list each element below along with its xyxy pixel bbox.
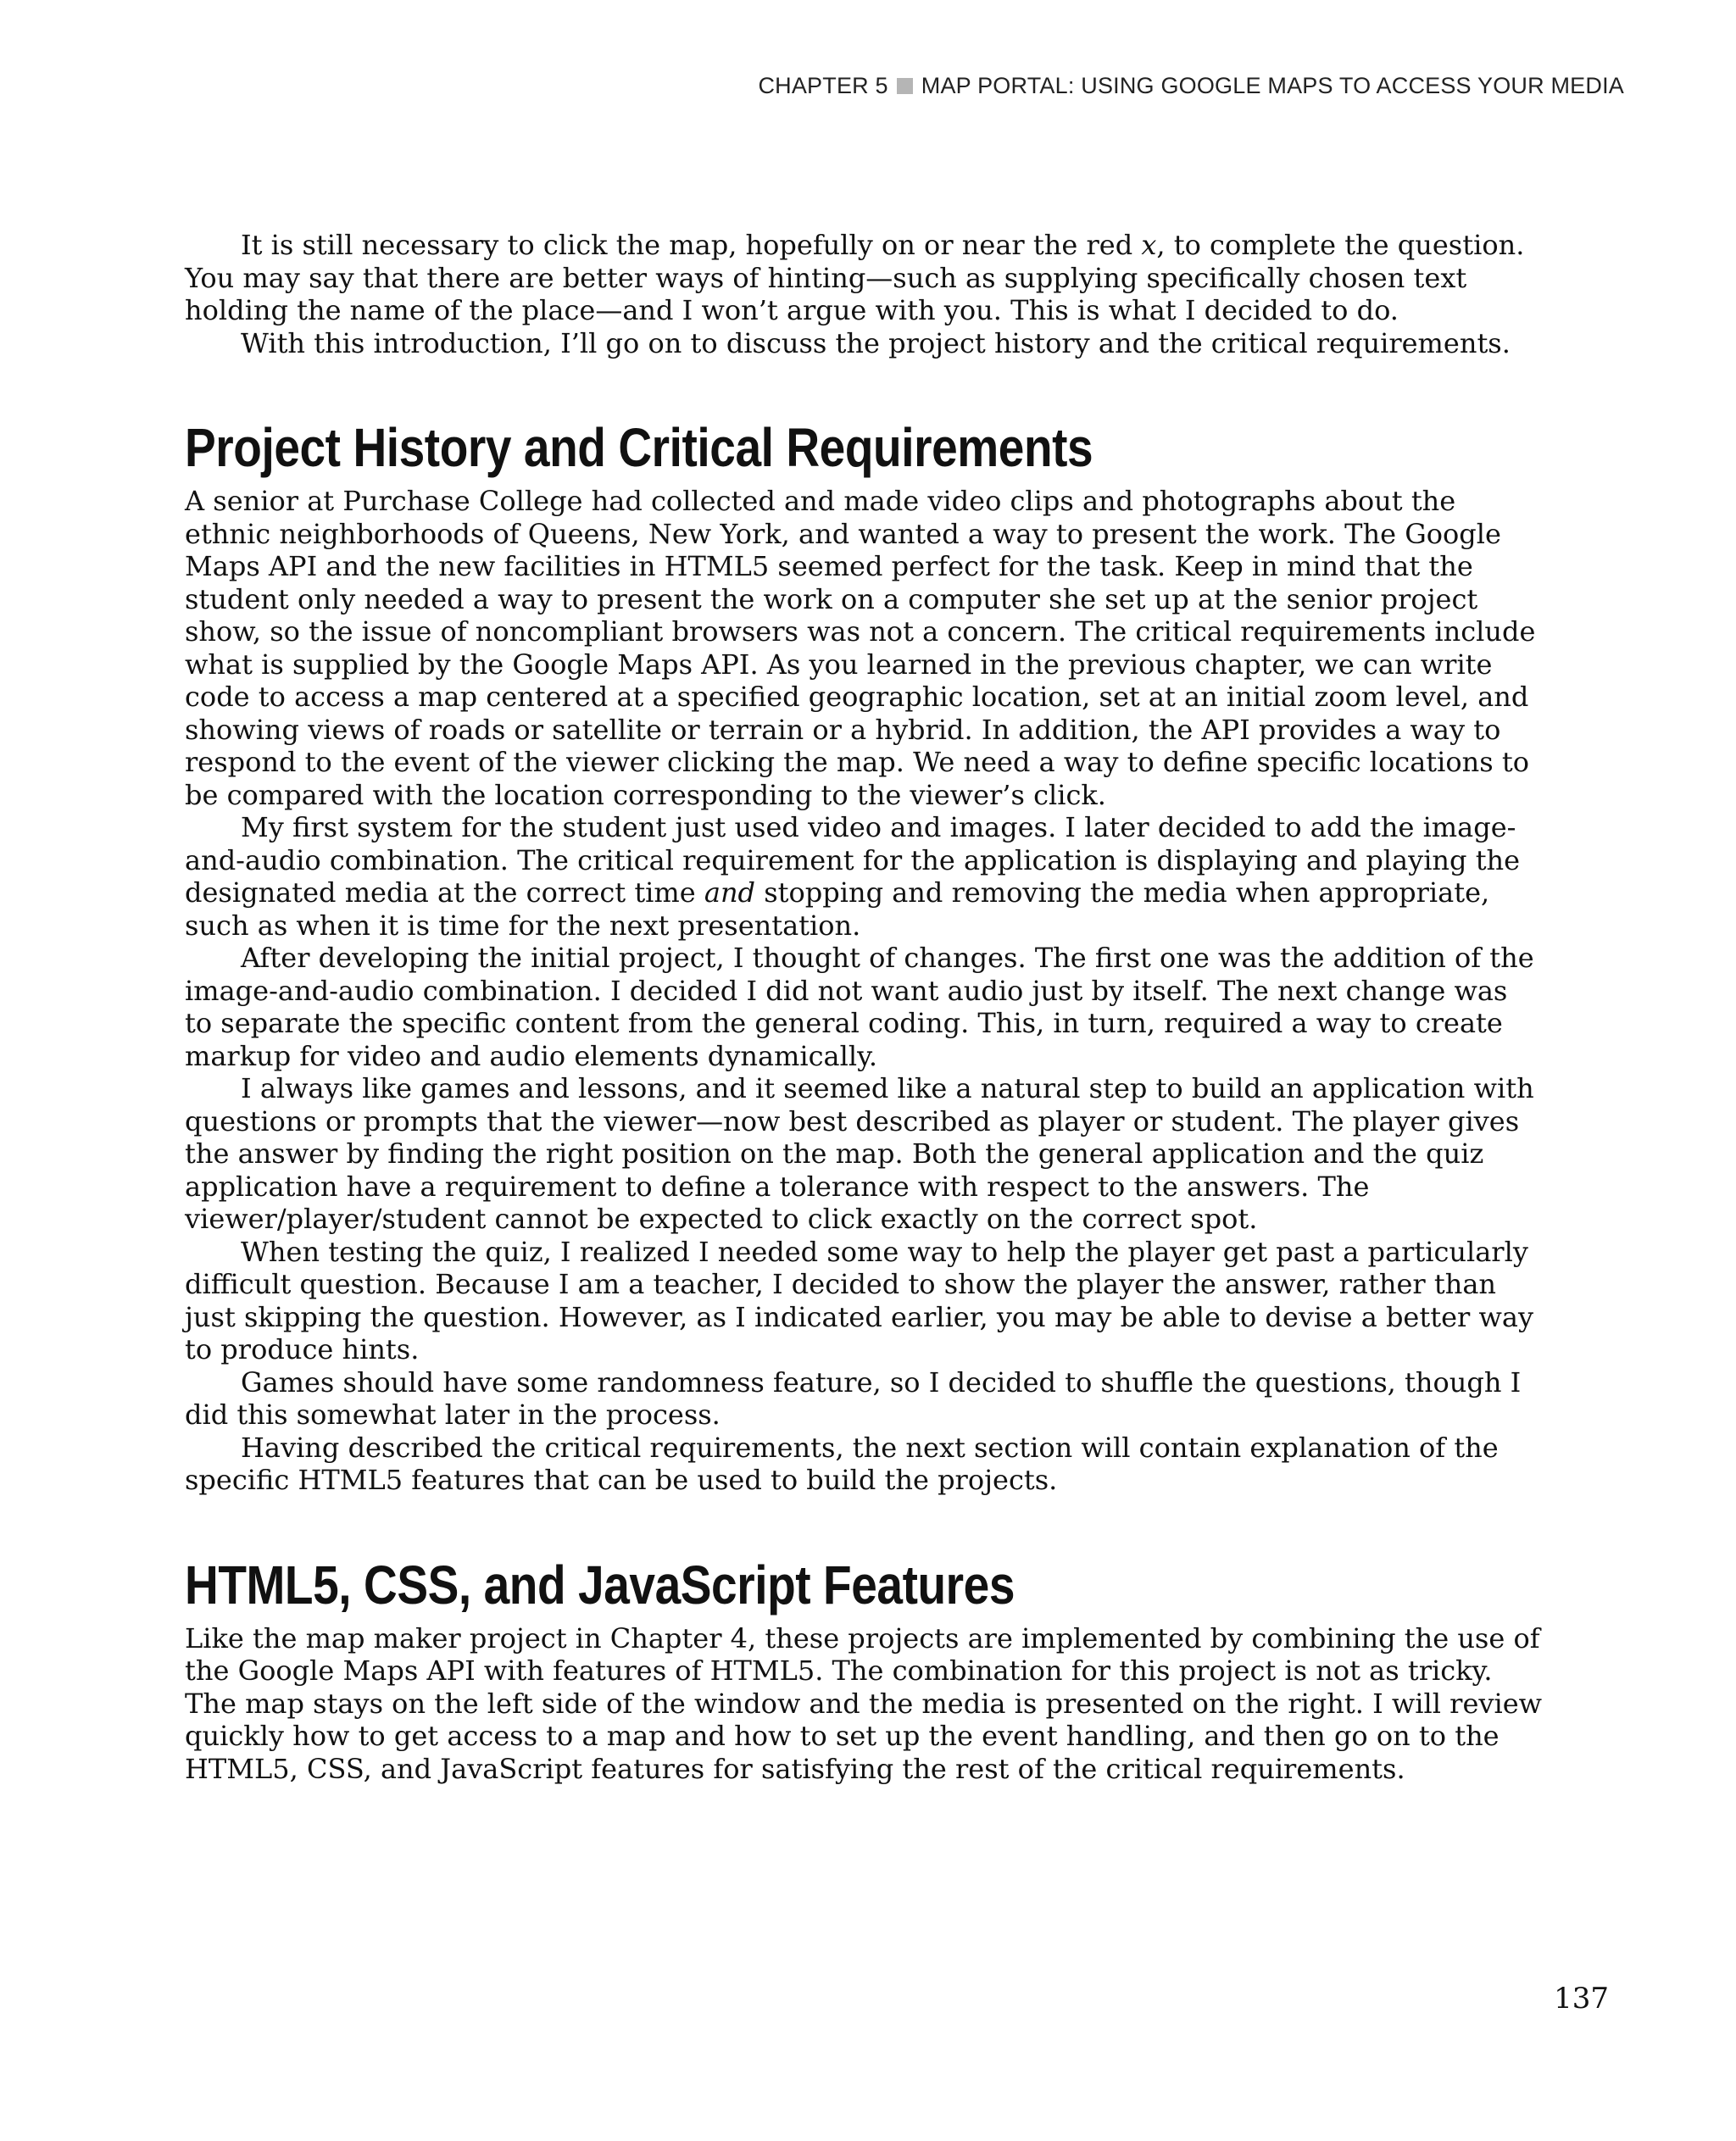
chapter-label: CHAPTER 5 [758, 73, 888, 98]
intro-paragraph-1: It is still necessary to click the map, hopefully on or near the red x, to complete the question. You may say that there are better ways of hinting—such as supplying specifically chosen text holding the name of the place—and I won’t argue with you. This is what I decided to do. [185, 229, 1525, 326]
section1-paragraph-4: I always like games and lessons, and it seemed like a natural step to build an application with questions or prompts that the viewer—now best described as player or student. The player gives the answer by finding the right position on the map. Both the general application and the quiz application have a requirement to define a tolerance with respect to the answers. The viewer/player/student cannot be expected to click exactly on the correct spot. [185, 1072, 1534, 1235]
section1-paragraph-2: My first system for the student just used video and images. I later decided to add the image-and-audio combination. The critical requirement for the application is displaying and playing the designated media at the correct time and stopping and removing the media when appropriate, such as when it is time for the next presentation. [185, 811, 1521, 942]
page-body [185, 229, 1543, 1785]
section1-paragraph-7: Having described the critical requirements, the next section will contain explanation of the specific HTML5 features that can be used to build the projects. [185, 1431, 1499, 1496]
section1-paragraph-1: A senior at Purchase College had collected and made video clips and photographs about the ethnic neighborhoods of Queens, New York, and wanted a way to present the work. The Google Maps API and the new facilities in HTML5 seemed perfect for the task. Keep in mind that the student only needed a way to present the work on a computer she set up at the senior project show, so the issue of noncompliant browsers was not a concern. The critical requirements include what is supplied by the Google Maps API. As you learned in the previous chapter, we can write code to access a map centered at a specified geographic location, set at an initial zoom level, and showing views of roads or satellite or terrain or a hybrid. In addition, the API provides a way to respond to the event of the viewer clicking the map. We need a way to define specific locations to be compared with the location corresponding to the viewer’s click. [185, 485, 1536, 811]
separator-square-icon [897, 78, 913, 94]
page-number: 137 [1554, 1982, 1609, 2016]
running-head [758, 73, 1624, 99]
section2-paragraph-1: Like the map maker project in Chapter 4, these projects are implemented by combining the use of the Google Maps API with features of HTML5. The combination for this project is not as tricky. The map stays on the left side of the window and the media is presented on the right. I will review quickly how to get access to a map and how to set up the event handling, and then go on to the HTML5, CSS, and JavaScript features for satisfying the rest of the critical requirements. [185, 1621, 1543, 1785]
section1-paragraph-3: After developing the initial project, I thought of changes. The first one was the addition of the image-and-audio combination. I decided I did not want audio just by itself. The next change was to separate the specific content from the general coding. This, in turn, required a way to create markup for video and audio elements dynamically. [185, 942, 1534, 1072]
chapter-title: MAP PORTAL: USING GOOGLE MAPS TO ACCESS YOUR MEDIA [921, 73, 1624, 98]
section-heading-features: HTML5, CSS, and JavaScript Features [185, 1554, 1015, 1615]
section1-paragraph-6: Games should have some randomness feature, so I decided to shuffle the questions, though I did this somewhat later in the process. [185, 1365, 1522, 1431]
intro-paragraph-2: With this introduction, I’ll go on to discuss the project history and the critical requirements. [241, 326, 1511, 359]
section1-paragraph-5: When testing the quiz, I realized I needed some way to help the player get past a particularly difficult question. Because I am a teacher, I decided to show the player the answer, rather than just skipping the question. However, as I indicated earlier, you may be able to devise a better way to produce hints. [185, 1235, 1534, 1365]
section-heading-project-history: Project History and Critical Requirements [185, 417, 1093, 478]
